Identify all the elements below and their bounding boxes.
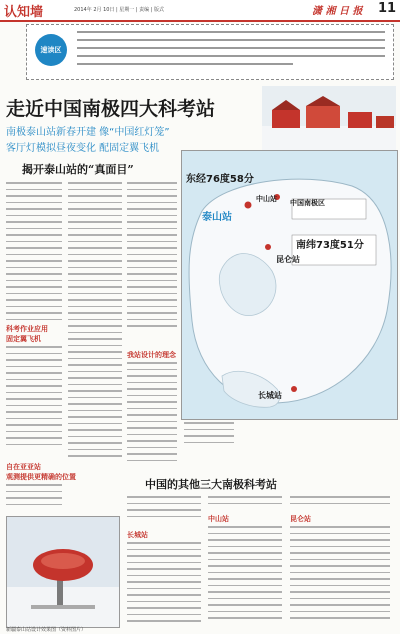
small-heading-6: 自在亚亚站 (6, 463, 41, 471)
small-heading-changcheng: 长城站 (127, 531, 148, 539)
small-heading-7: 观测提供更精确的位置 (6, 473, 76, 481)
map-label-zhongshan: 中山站 (256, 195, 277, 203)
bottom-column-1 (127, 496, 201, 522)
station-design-rendering (6, 516, 120, 628)
body-column-2 (68, 182, 122, 462)
antarctica-station-map (181, 150, 398, 420)
body-column-1c (6, 484, 62, 510)
small-heading-4: 科考作业应用 (6, 325, 48, 333)
small-heading-5: 固定翼飞机 (6, 335, 41, 343)
quick-read-badge: 速读区 (35, 34, 67, 66)
subheadline-2: 客厅灯模拟昼夜变化 配固定翼飞机 (6, 143, 160, 154)
map-label-changcheng: 长城站 (258, 391, 282, 400)
station-photo (262, 86, 396, 156)
page-headline: 走近中国南极四大科考站 (6, 98, 216, 120)
map-label-south: 南纬73度51分 (296, 240, 364, 251)
small-heading-zhongshan: 中山站 (208, 515, 229, 523)
issue-meta: 2014年 2月 10日 | 星期一 | 责编 | 版式 (74, 7, 165, 13)
bottom-column-3b (290, 526, 390, 624)
intro-box (26, 24, 394, 80)
small-heading-kunlun: 昆仑站 (290, 515, 311, 523)
bottom-column-2b (208, 526, 282, 624)
section-title: 认知墙 (4, 5, 44, 20)
subheadline-1: 南极泰山站新春开建 像“中国红灯笼” (6, 127, 170, 138)
section-heading-taishan: 揭开泰山站的“真面目” (22, 163, 134, 176)
masthead: 潇 湘 日 报 (312, 6, 363, 17)
small-heading-1: 我站设计的理念 (127, 351, 176, 359)
intro-text-lines (77, 31, 385, 71)
section-heading-other-stations: 中国的其他三大南极科考站 (145, 478, 277, 491)
page-header (0, 0, 400, 22)
body-column-1b (6, 346, 62, 450)
body-column-3 (127, 182, 177, 332)
map-label-taishan: 泰山站 (202, 212, 232, 223)
map-label-region: 中国南极区 (290, 199, 325, 207)
bottom-column-1b (127, 542, 201, 627)
map-label-kunlun: 昆仑站 (276, 255, 300, 264)
page-number: 11 (378, 1, 397, 16)
body-column-3b (127, 362, 177, 466)
body-column-4 (184, 422, 234, 448)
body-column-1 (6, 182, 62, 325)
photo-caption: 新疆泰山站设计效果图（资料图片） (6, 627, 87, 633)
map-label-east: 东经76度58分 (186, 174, 254, 185)
bottom-column-2 (208, 496, 282, 509)
bottom-column-3 (290, 496, 390, 509)
